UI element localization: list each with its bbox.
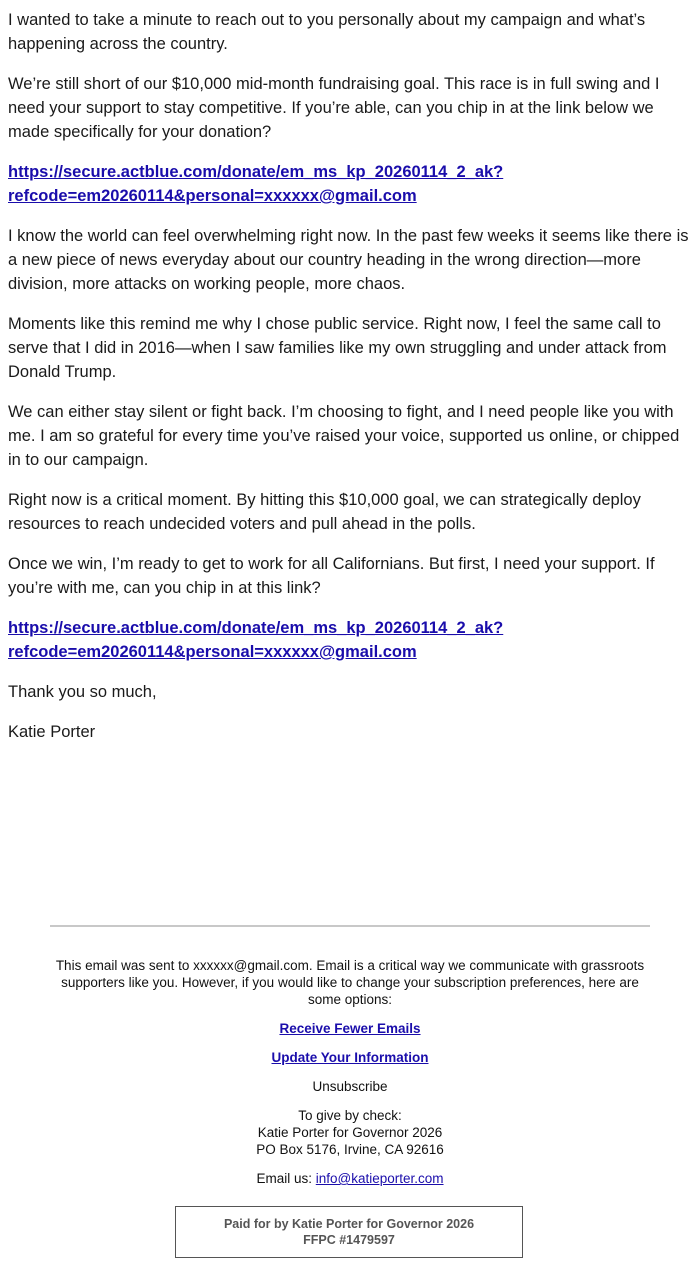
paragraph-goal: We’re still short of our $10,000 mid-month fundraising goal. This race is in full swing and I need your support to stay competitive. If you’re able, can you chip in at the link below we made specifically for your donation? [8,75,660,141]
check-org: Katie Porter for Governor 2026 [257,1125,443,1140]
donate-link-top-container [8,160,692,208]
donate-link-top[interactable] [8,163,503,205]
unsubscribe-link[interactable]: Unsubscribe [312,1079,388,1094]
ffpc-number: FFPC #1479597 [303,1233,395,1247]
paragraph-public-service: Moments like this remind me why I chose public service. Right now, I feel the same call to serve that I did in 2016—when I saw families like my own struggling and under attack from Donald Trump. [8,315,667,381]
paid-for-disclaimer [175,1206,523,1258]
update-information-link[interactable]: Update Your Information [271,1050,429,1065]
footer-notice: This email was sent to xxxxxx@gmail.com. Email is a critical way we communicate with grassroots supporters like you. However, if you would like to change your subscription preferences, here are some options: [55,958,645,1007]
check-info [50,1107,650,1158]
paragraph-world: I know the world can feel overwhelming right now. In the past few weeks it seems like there is a new piece of news everyday about our country heading in the wrong direction—more division, more attacks on working people, more chaos. [8,227,689,293]
signature: Katie Porter [8,723,96,741]
check-address: PO Box 5176, Irvine, CA 92616 [256,1142,444,1157]
paragraph-fight: We can either stay silent or fight back. I’m choosing to fight, and I need people like you with me. I am so grateful for every time you’ve raised your voice, supported us online, or chipped in to our campaign. [8,403,680,469]
donate-link-bottom-container [8,616,692,664]
contact-email-link[interactable]: info@katieporter.com [315,1171,444,1186]
paragraph-critical-moment: Right now is a critical moment. By hitting this $10,000 goal, we can strategically deploy resources to reach undecided voters and pull ahead in the polls. [8,491,641,533]
donate-link-bottom-line1: https://secure.actblue.com/donate/em_ms_kp_20260114_2_ak? [8,619,504,637]
donate-link-bottom-line2: refcode=em20260114&personal=xxxxxx@gmail.com [8,643,417,661]
check-heading: To give by check: [298,1108,402,1123]
donate-link-bottom[interactable] [8,619,503,661]
contact-line [50,1170,650,1187]
email-footer [50,957,650,1199]
donate-link-top-line1: https://secure.actblue.com/donate/em_ms_kp_20260114_2_ak? [8,163,504,181]
footer-divider [50,925,650,927]
receive-fewer-emails-link[interactable]: Receive Fewer Emails [279,1021,421,1036]
paid-for-text: Paid for by Katie Porter for Governor 2026 [223,1217,475,1231]
email-label: Email us: [256,1171,312,1186]
signoff: Thank you so much, [8,683,157,701]
paragraph-intro: I wanted to take a minute to reach out to you personally about my campaign and what’s happening across the country. [8,11,646,53]
email-body [8,8,692,760]
paragraph-once-we-win: Once we win, I’m ready to get to work for all Californians. But first, I need your support. If you’re with me, can you chip in at this link? [8,555,655,597]
donate-link-top-line2: refcode=em20260114&personal=xxxxxx@gmail.com [8,187,417,205]
